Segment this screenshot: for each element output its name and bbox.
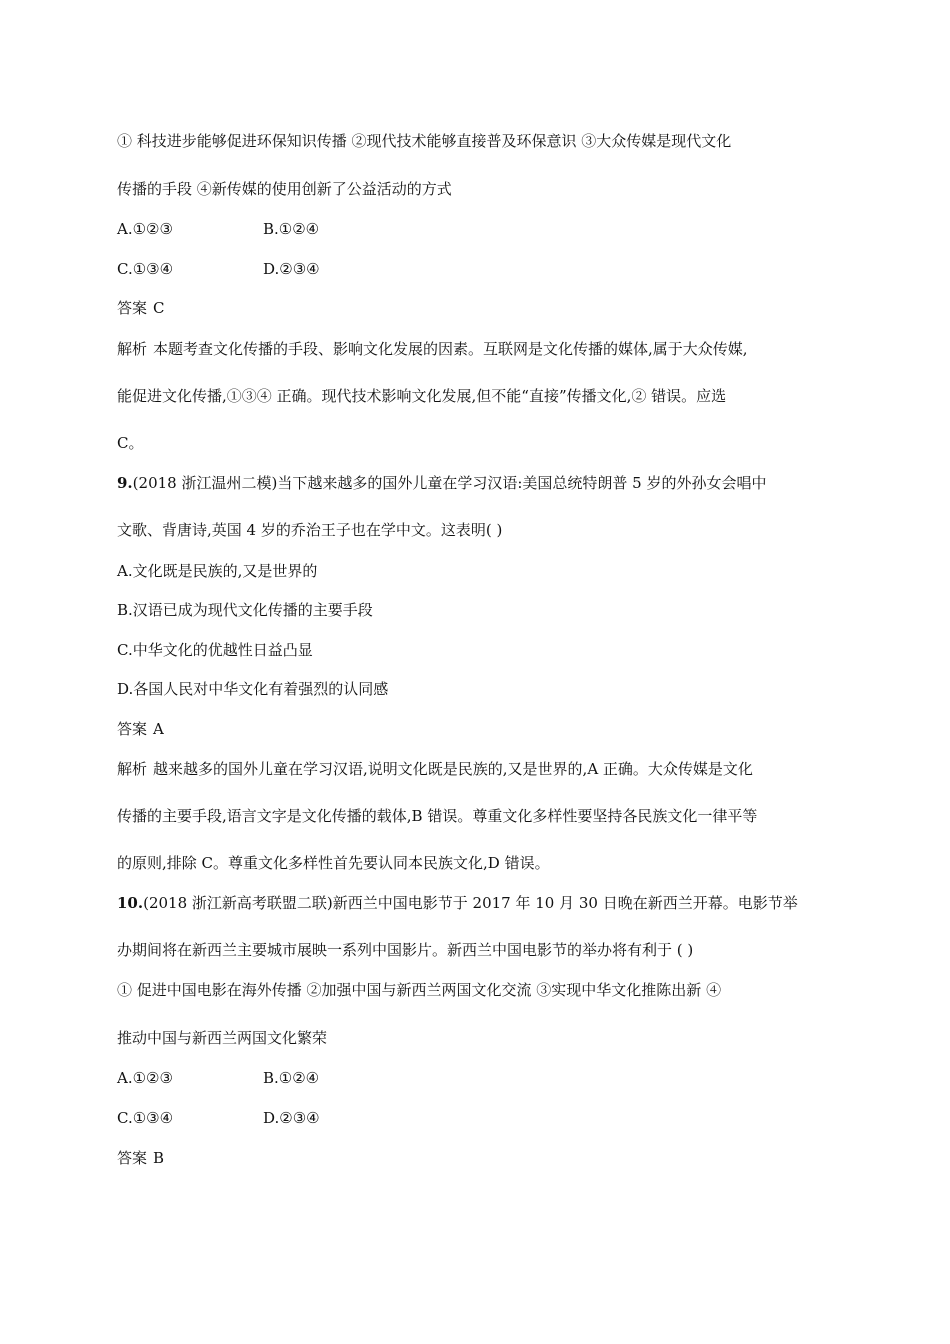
q10-stem-line-2: 办期间将在新西兰主要城市展映一系列中国影片。新西兰中国电影节的举办将有利于 ( ): [117, 941, 694, 959]
q10-option-b: B.①②④: [263, 1069, 320, 1087]
q10-stem-line-1: [117, 893, 837, 913]
q10-option-d: D.②③④: [263, 1109, 320, 1127]
answer-label: 答案: [117, 299, 148, 317]
q8-answer: [117, 298, 837, 318]
q8-statements-line-1: ① 科技进步能够促进环保知识传播 ②现代技术能够直接普及环保意识 ③大众传媒是现代文化: [117, 132, 732, 150]
analysis-label: 解析: [117, 760, 148, 778]
analysis-text: 本题考查文化传播的手段、影响文化发展的因素。互联网是文化传播的媒体,属于大众传媒,: [153, 340, 748, 358]
analysis-label: 解析: [117, 340, 148, 358]
q9-option-a: A.文化既是民族的,又是世界的: [117, 562, 318, 580]
q9-analysis-line-2: 传播的主要手段,语言文字是文化传播的载体,B 错误。尊重文化多样性要坚持各民族文化一律平等: [117, 807, 758, 825]
question-number: 10.: [117, 894, 144, 912]
q9-answer: [117, 719, 837, 739]
question-number: 9.: [117, 474, 133, 492]
answer-label: 答案: [117, 720, 148, 738]
q8-statements-line-2: 传播的手段 ④新传媒的使用创新了公益活动的方式: [117, 180, 452, 198]
answer-value: C: [153, 299, 165, 317]
answer-value: B: [153, 1149, 165, 1167]
q9-option-b: B.汉语已成为现代文化传播的主要手段: [117, 601, 373, 619]
q10-option-c: C.①③④: [117, 1109, 174, 1127]
q8-option-a: A.①②③: [117, 220, 173, 238]
q10-statements-line-2: 推动中国与新西兰两国文化繁荣: [117, 1029, 328, 1047]
q9-option-d: D.各国人民对中华文化有着强烈的认同感: [117, 680, 389, 698]
q8-option-b: B.①②④: [263, 220, 320, 238]
q8-analysis-line-3: C。: [117, 434, 144, 452]
question-stem: (2018 浙江温州二模)当下越来越多的国外儿童在学习汉语:美国总统特朗普 5 岁的外孙女会唱中: [132, 474, 767, 492]
q8-analysis-line-2: 能促进文化传播,①③④ 正确。现代技术影响文化发展,但不能“直接”传播文化,② 错误。应选: [117, 387, 727, 405]
q8-analysis-line-1: [117, 339, 837, 359]
q9-stem-line-2: 文歌、背唐诗,英国 4 岁的乔治王子也在学中文。这表明( ): [117, 521, 503, 539]
answer-label: 答案: [117, 1149, 148, 1167]
q8-option-c: C.①③④: [117, 260, 174, 278]
q10-option-a: A.①②③: [117, 1069, 173, 1087]
analysis-text: 越来越多的国外儿童在学习汉语,说明文化既是民族的,又是世界的,A 正确。大众传媒是文化: [153, 760, 753, 778]
q9-stem-line-1: [117, 473, 837, 493]
question-stem: (2018 浙江新高考联盟二联)新西兰中国电影节于 2017 年 10 月 30 日晚在新西兰开幕。电影节举: [143, 894, 798, 912]
q8-option-d: D.②③④: [263, 260, 320, 278]
q9-analysis-line-1: [117, 759, 837, 779]
q9-option-c: C.中华文化的优越性日益凸显: [117, 641, 313, 659]
q9-analysis-line-3: 的原则,排除 C。尊重文化多样性首先要认同本民族文化,D 错误。: [117, 854, 550, 872]
q10-answer: [117, 1148, 837, 1168]
answer-value: A: [153, 720, 164, 738]
q10-statements-line-1: ① 促进中国电影在海外传播 ②加强中国与新西兰两国文化交流 ③实现中华文化推陈出新 ④: [117, 981, 722, 999]
